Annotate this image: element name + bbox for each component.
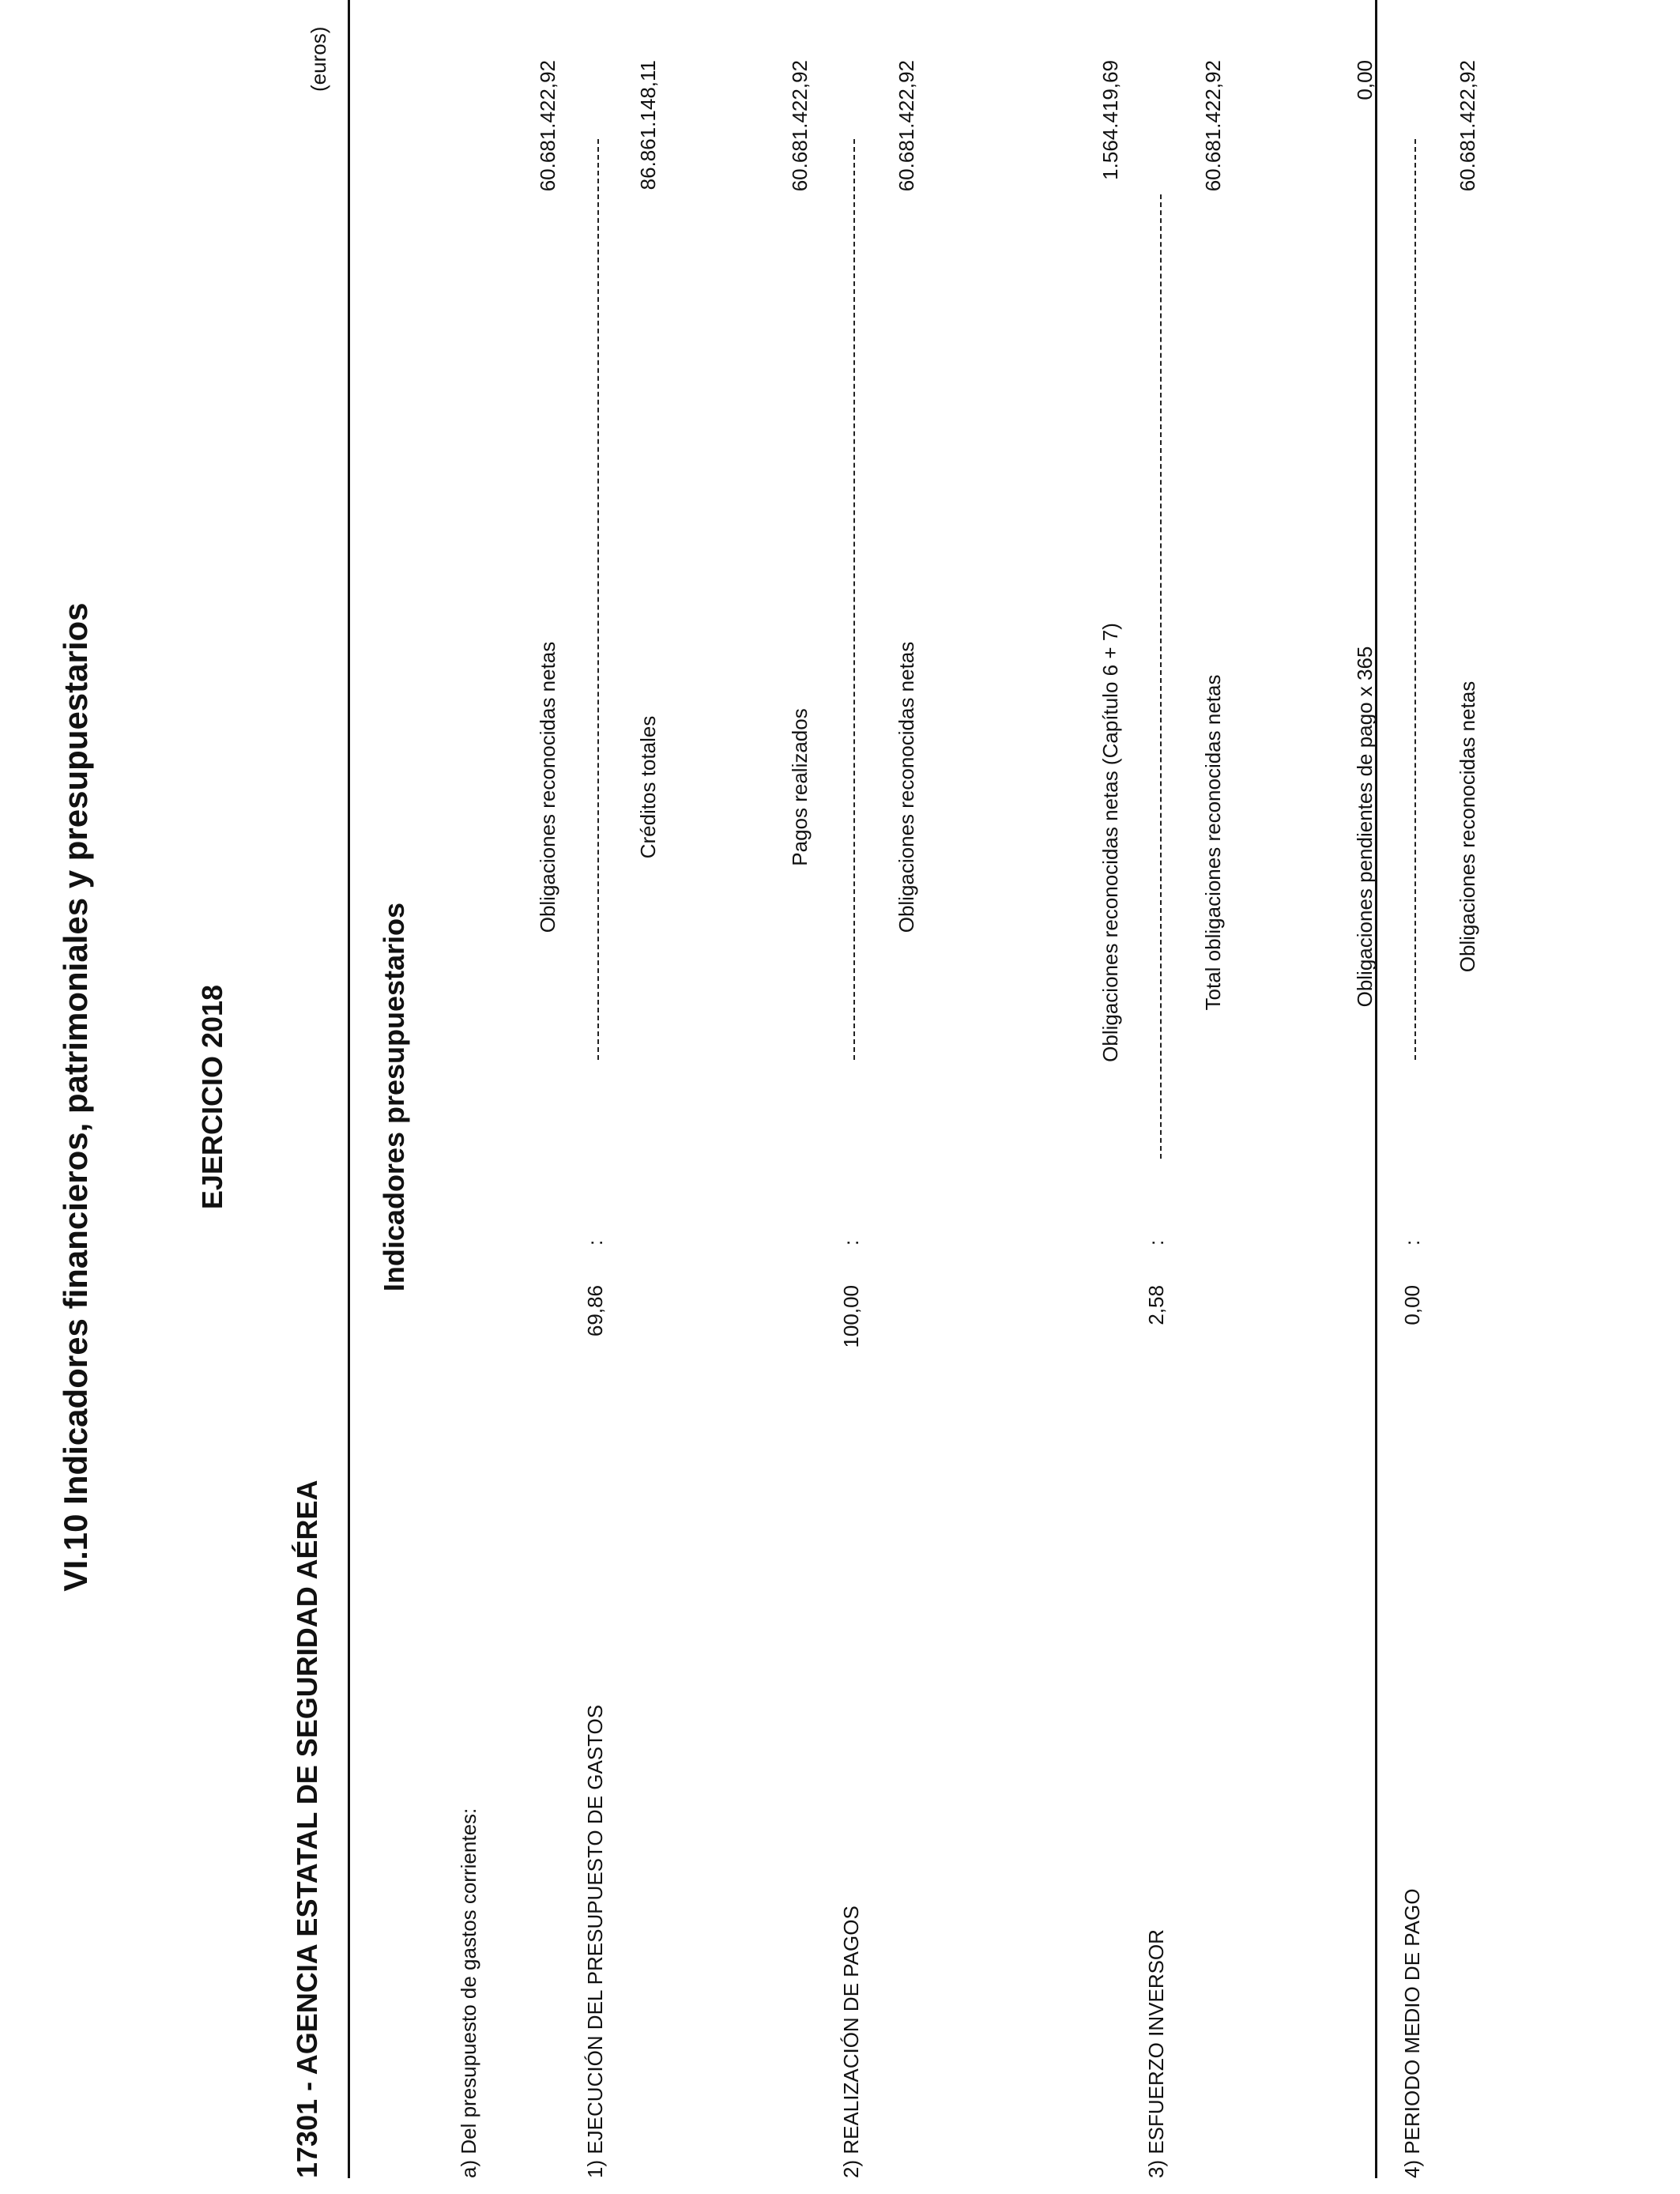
indicator-value: 0,00 <box>1400 1285 1424 1325</box>
indicator-value: 2,58 <box>1144 1285 1168 1325</box>
numerator-value: 60.681.422,92 <box>536 60 559 192</box>
indicator-label: 2) REALIZACIÓN DE PAGOS <box>839 1906 863 2178</box>
denominator-value: 60.681.422,92 <box>1201 60 1225 192</box>
numerator-value: 0,00 <box>1353 60 1377 100</box>
denominator-label: Obligaciones reconocidas netas <box>1456 680 1479 973</box>
fraction-line <box>1160 194 1162 1159</box>
numerator-label: Obligaciones reconocidas netas <box>536 641 559 933</box>
denominator-value: 60.681.422,92 <box>895 60 918 192</box>
numerator-value: 60.681.422,92 <box>788 60 812 192</box>
page-title: VI.10 Indicadores financieros, patrimoniales y presupuestarios <box>57 602 94 1592</box>
indicator-colon: : <box>1144 1239 1168 1246</box>
denominator-label: Total obligaciones reconocidas netas <box>1201 674 1225 1011</box>
indicator-colon: : <box>1400 1239 1424 1246</box>
indicator-value: 69,86 <box>583 1285 607 1337</box>
numerator-label: Pagos realizados <box>788 708 812 866</box>
indicator-value: 100,00 <box>839 1285 863 1348</box>
denominator-value: 60.681.422,92 <box>1456 60 1479 192</box>
bottom-rule <box>1375 0 1377 2178</box>
numerator-value: 1.564.419,69 <box>1098 60 1122 180</box>
fraction-line <box>1414 139 1416 1060</box>
entity-name: 17301 - AGENCIA ESTATAL DE SEGURIDAD AÉREA <box>291 1480 323 2178</box>
indicator-label: 1) EJECUCIÓN DEL PRESUPUESTO DE GASTOS <box>583 1704 607 2178</box>
indicator-label: 4) PERIODO MEDIO DE PAGO <box>1400 1888 1424 2178</box>
denominator-label: Créditos totales <box>636 715 660 859</box>
section-subheading: a) Del presupuesto de gastos corrientes: <box>457 1808 480 2178</box>
section-heading: Indicadores presupuestarios <box>378 902 410 1292</box>
indicator-colon: : <box>839 1239 863 1246</box>
denominator-label: Obligaciones reconocidas netas <box>895 641 918 933</box>
numerator-label: Obligaciones reconocidas netas (Capítulo 6 + 7) <box>1098 623 1122 1062</box>
currency-note: (euros) <box>307 26 330 92</box>
top-rule <box>348 0 350 2178</box>
denominator-value: 86.861.148,11 <box>636 60 660 190</box>
fraction-line <box>853 139 855 1060</box>
fraction-line <box>597 139 599 1060</box>
indicator-label: 3) ESFUERZO INVERSOR <box>1144 1929 1168 2178</box>
numerator-label: Obligaciones pendientes de pago x 365 <box>1353 646 1377 1008</box>
indicator-colon: : <box>583 1239 607 1246</box>
exercise-year: EJERCICIO 2018 <box>196 984 228 1210</box>
